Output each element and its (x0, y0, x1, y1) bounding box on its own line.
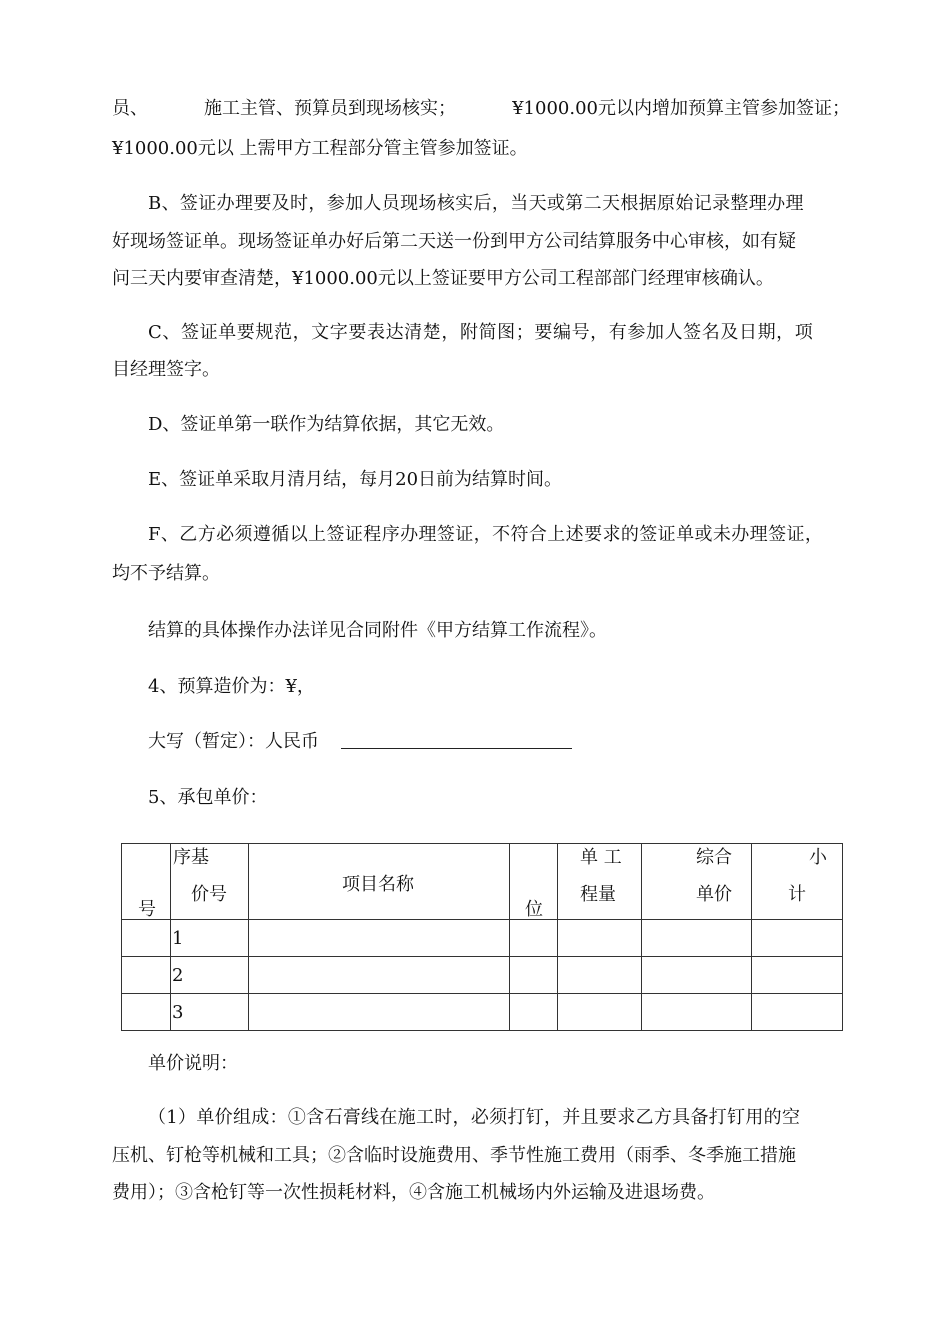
table-cell (558, 920, 642, 957)
para-line: B、签证办理要及时，参加人员现场核实后，当天或第二天根据原始记录整理办理 (148, 193, 804, 214)
header-subtotal-top: 小 (809, 847, 827, 868)
table-cell (249, 994, 510, 1031)
table-cell (642, 920, 752, 957)
table-cell (510, 957, 558, 994)
table-row (122, 957, 843, 994)
header-cell (752, 844, 843, 920)
table-header-row (122, 844, 843, 920)
text-segment: ¥1000.00元以内增加预算主管参加签证； (512, 98, 850, 119)
para-line: ¥1000.00元以 上需甲方工程部分管主管参加签证。 (112, 138, 528, 159)
budget-price-label: 4、预算造价为：¥， (148, 676, 315, 697)
text-segment: 施工主管、预算员到现场核实； (204, 98, 457, 119)
para-line: F、乙方必须遵循以上签证程序办理签证，不符合上述要求的签证单或未办理签证， (148, 524, 824, 545)
capital-amount-label: 大写（暂定）：人民币 (148, 731, 319, 752)
table-cell (752, 920, 843, 957)
table-cell (171, 920, 249, 957)
capital-amount-blank (341, 748, 572, 749)
row-number: 1 (172, 928, 184, 949)
para-line: 结算的具体操作办法详见合同附件《甲方结算工作流程》。 (148, 620, 607, 641)
para-line: 目经理签字。 (112, 359, 220, 380)
header-cell (249, 844, 510, 920)
table-cell (752, 957, 843, 994)
para-line: 问三天内要审查清楚，¥1000.00元以上签证要甲方公司工程部部门经理审核确认。 (112, 268, 774, 289)
header-subtotal-bottom: 计 (788, 884, 806, 905)
header-unit-price-bottom: 单价 (696, 884, 732, 905)
table-cell (510, 920, 558, 957)
unit-price-table (121, 843, 843, 1031)
table-cell (122, 957, 171, 994)
header-unit-price-top: 综合 (696, 847, 732, 868)
para-line: D、签证单第一联作为结算依据，其它无效。 (148, 414, 505, 435)
table-cell (752, 994, 843, 1031)
text-segment: 员、 (112, 98, 148, 119)
table-cell (171, 994, 249, 1031)
table-cell (558, 994, 642, 1031)
para-line: E、签证单采取月清月结，每月20日前为结算时间。 (148, 469, 563, 490)
para-line: 费用）；③含枪钉等一次性损耗材料，④含施工机械场内外运输及进退场费。 (112, 1182, 715, 1203)
table-cell (122, 920, 171, 957)
row-number: 2 (172, 965, 184, 986)
price-note-title: 单价说明： (148, 1053, 238, 1074)
table-cell (642, 994, 752, 1031)
header-item-name: 项目名称 (342, 874, 414, 895)
para-line (112, 98, 850, 120)
para-line: （1）单价组成：①含石膏线在施工时，必须打钉，并且要求乙方具备打钉用的空 (148, 1107, 801, 1128)
header-cell (642, 844, 752, 920)
header-no: 号 (138, 899, 156, 920)
header-cell (558, 844, 642, 920)
para-line: 压机、钉枪等机械和工具；②含临时设施费用、季节性施工费用（雨季、冬季施工措施 (112, 1145, 796, 1166)
table-cell (249, 920, 510, 957)
table-row (122, 920, 843, 957)
header-cell (510, 844, 558, 920)
header-cell (122, 844, 171, 920)
table-cell (642, 957, 752, 994)
header-quantity-top: 单 工 (580, 847, 622, 868)
table-cell (249, 957, 510, 994)
header-unit: 位 (525, 899, 543, 920)
table-row (122, 994, 843, 1031)
row-number: 3 (172, 1002, 184, 1023)
table-cell (510, 994, 558, 1031)
unit-price-label: 5、承包单价： (148, 787, 268, 808)
para-line: 好现场签证单。现场签证单办好后第二天送一份到甲方公司结算服务中心审核，如有疑 (112, 231, 796, 252)
para-line: 均不予结算。 (112, 563, 220, 584)
table-cell (558, 957, 642, 994)
header-base-no-bottom: 价号 (191, 884, 227, 905)
header-cell (171, 844, 249, 920)
para-line: C、签证单要规范，文字要表达清楚，附简图；要编号，有参加人签名及日期，项 (148, 322, 814, 343)
table-cell (171, 957, 249, 994)
header-base-no-top: 序基 (173, 847, 209, 868)
header-quantity-bottom: 程量 (580, 884, 616, 905)
table-cell (122, 994, 171, 1031)
